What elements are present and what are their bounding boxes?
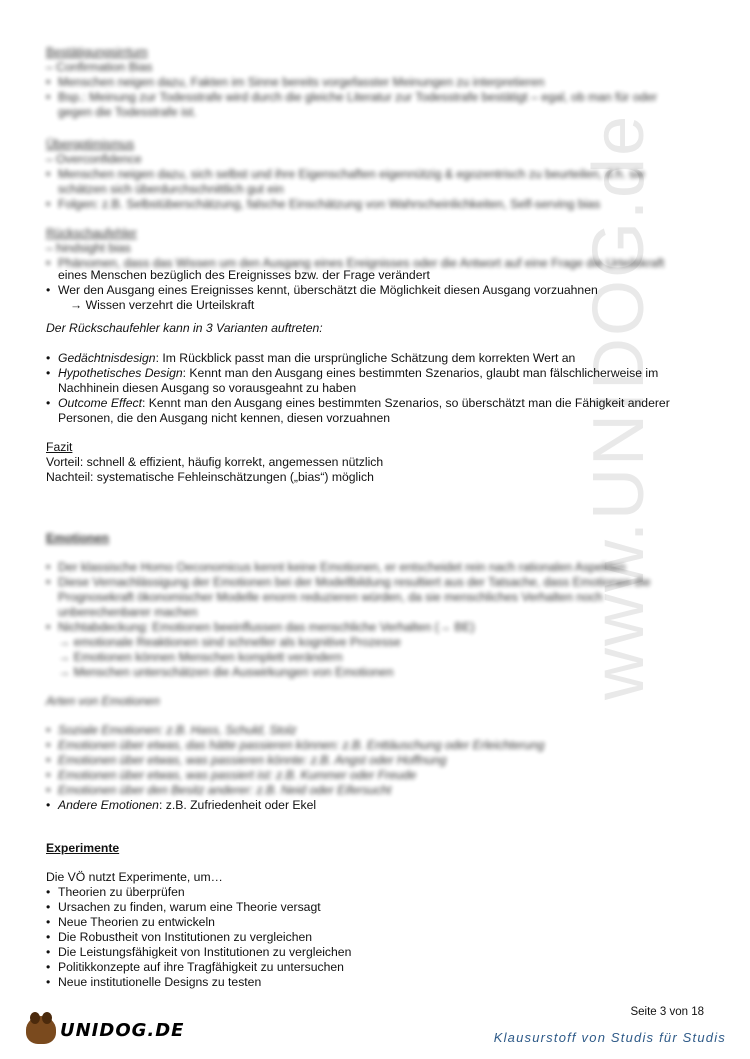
list-item: • Emotionen über etwas, was passieren könnte: z.B. Angst oder Hoffnung [46,753,686,768]
section-hindsight-bias-header [46,226,686,271]
arrow-line: → Wissen verzehrt die Urteilskraft [70,298,255,312]
term: Andere Emotionen [58,798,159,812]
watermark: www.UNIDOG.de [579,113,659,700]
list-item: • Neue Theorien zu entwickeln [46,915,686,930]
section-title: Experimente [46,841,120,855]
section-title: Emotionen [46,531,109,545]
section-confirmation-bias [46,45,686,120]
arrow-line: → Menschen unterschätzen die Auswirkungen von Emotionen [58,665,394,679]
list-item: • Bsp.: Meinung zur Todesstrafe wird durch die gleiche Literatur zur Todesstrafe bestätigt – egal, ob man für oder gegen die Todesstrafe ist. [46,90,686,120]
section-emotions [46,531,686,798]
list-item [46,366,686,396]
footer-slogan: Klausurstoff von Studis für Studis [493,1030,726,1045]
list-item: • Folgen: z.B. Selbstüberschätzung, falsche Einschätzung von Wahrscheinlichkeiten, Self-serving bias [46,197,686,212]
section-overconfidence [46,137,686,212]
arrow-line: → emotionale Reaktionen sind schneller als kognitive Prozesse [58,635,401,649]
subsection-title: Arten von Emotionen [46,694,160,708]
list-item: • Die Leistungsfähigkeit von Institutionen zu vergleichen [46,945,686,960]
list-item [46,396,686,426]
variants-intro: Der Rückschaufehler kann in 3 Varianten auftreten: [46,321,323,335]
logo-text: UNIDOG.DE [60,1019,185,1041]
section-title: Übergptimismus [46,137,135,151]
list-item: • Neue institutionelle Designs zu testen [46,975,686,990]
arrow-line: → Emotionen können Menschen komplett verändern [58,650,343,664]
section-subtitle: – Confirmation Bias [46,60,153,74]
term: Gedächtnisdesign [58,351,156,365]
list-item: • Phänomen, dass das Wissen um den Ausgang eines Ereignisses oder die Antwort auf eine Frage die Urteilskraft [46,256,686,271]
list-item [46,798,686,813]
list-item: • Nichtabdeckung: Emotionen beeinflussen das menschliche Verhalten (→ BE) [46,620,686,635]
list-item: • Menschen neigen dazu, sich selbst und ihre Eigenschaften eigennützig & egozentrisch zu beurteilen, d.h. sie schätzen sich überdurchschnittlich gut ein [46,167,686,197]
term: Hypothetisches Design [58,366,183,380]
list-item: • Emotionen über etwas, was passiert ist: z.B. Kummer oder Freude [46,768,686,783]
list-item: • Ursachen zu finden, warum eine Theorie versagt [46,900,686,915]
term-text: : Kennt man den Ausgang eines bestimmten Szenarios, glaubt man fälschlicherweise im Nachhinein diesen Ausgang so vorausgeahnt zu haben [58,366,659,395]
list-item: • Emotionen über etwas, das hätte passieren können: z.B. Enttäuschung oder Erleichterung [46,738,686,753]
fazit-advantage: Vorteil: schnell & effizient, häufig korrekt, angemessen nützlich [46,455,384,469]
list-item: • Wer den Ausgang eines Ereignisses kennt, überschätzt die Möglichkeit diesen Ausgang vorzuahnen [46,283,686,298]
section-subtitle: – hindsight bias [46,241,131,255]
page-number: Seite 3 von 18 [630,1006,704,1018]
list-item: • Emotionen über den Besitz anderer: z.B. Neid oder Eifersucht [46,783,686,798]
list-item: • Soziale Emotionen: z.B. Hass, Schuld, Stolz [46,723,686,738]
section-experiments [46,841,686,990]
section-subtitle: – Overconfidence [46,152,142,166]
fazit-heading: Fazit [46,440,73,454]
list-item: • Diese Vernachlässigung der Emotionen bei der Modellbildung resultiert aus der Tatsache, dass Emotionen die Prognosekraft ökonomischer Modelle enorm reduzieren würden, da sie menschliches Verhalten noch unberechenbarer machen [46,575,686,620]
term-text: : z.B. Zufriedenheit oder Ekel [158,798,317,812]
list-item: • Theorien zu überprüfen [46,885,686,900]
list-item: • Politikkonzepte auf ihre Tragfähigkeit zu untersuchen [46,960,686,975]
section-title: Bestätigungsirrtum [46,45,148,59]
list-item-continuation: eines Menschen bezüglich des Ereignisses bzw. der Frage verändert [58,268,430,282]
section-title: Rückschaufehler [46,226,137,240]
list-item: • Die Robustheit von Institutionen zu vergleichen [46,930,686,945]
logo[interactable] [26,1016,184,1044]
emotions-other [46,798,686,813]
term: Outcome Effect [58,396,142,410]
list-item: • Menschen neigen dazu, Fakten im Sinne bereits vorgefasster Meinungen zu interpretieren [46,75,686,90]
term-text: : Kennt man den Ausgang eines bestimmten Szenarios, so überschätzt man die Fähigkeit anderer Personen, die den Ausgang nicht kennen, diesen vorzuahnen [58,396,670,425]
dog-logo-icon [26,1016,56,1044]
term-text: : Im Rückblick passt man die ursprüngliche Schätzung dem korrekten Wert an [155,351,576,365]
experiments-intro: Die VÖ nutzt Experimente, um… [46,870,223,884]
list-item [46,351,686,366]
list-item: • Der klassische Homo Oeconomicus kennt keine Emotionen, er entscheidet rein nach rationalen Aspekten [46,560,686,575]
fazit-disadvantage: Nachteil: systematische Fehleinschätzungen („bias“) möglich [46,470,374,484]
section-hindsight-bias [46,268,686,485]
